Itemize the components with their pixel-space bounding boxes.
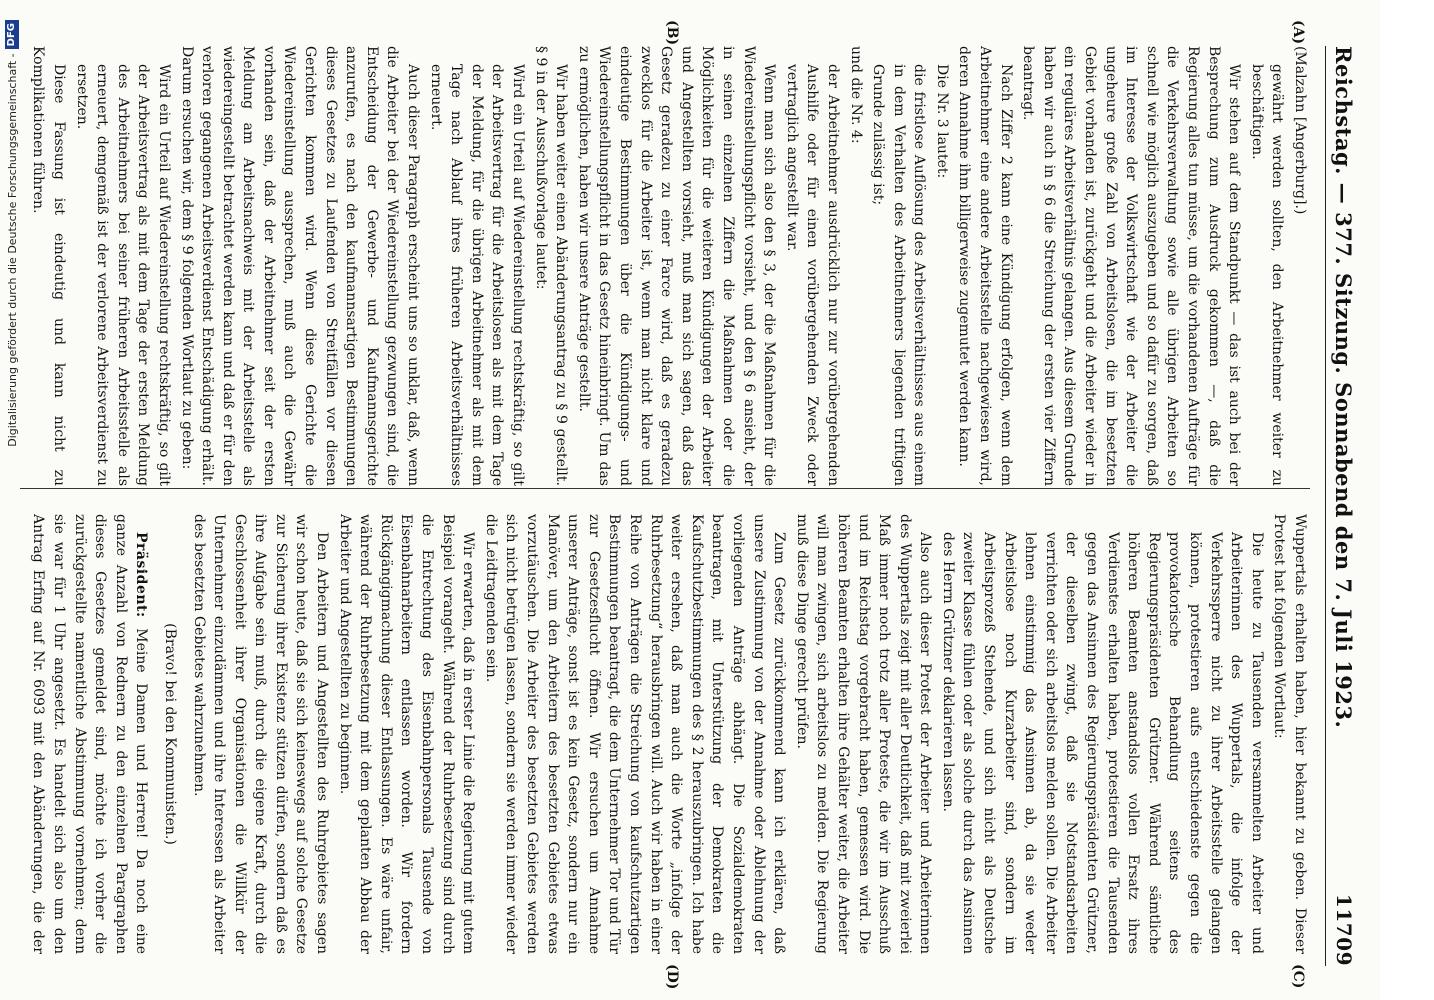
header-title: Reichstag. — 377. Sitzung. Sonnabend den 7. Juli 1923. [1331, 46, 1357, 729]
column-divider [20, 488, 1310, 489]
paragraph: Also auch dieser Protest der Arbeiter und Arbeiterinnen des Wuppertals zeigt mit aller Deutlichkeit, daß mit zweierlei Maß immer noch trotz aller Proteste, die wir im Ausschuß und im Reichstag vorgebracht haben, gemessen wird. Die höheren Beamten erhalten ihre Gehälter weiter, die Arbeiter will man zwingen, sich arbeitslos zu melden. Die Regierung muß diese Dinge gerecht prüfen. [793, 514, 934, 954]
quoted-paragraph: Wird ein Urteil auf Wiedereinstellung rechtskräftig, so gilt der Arbeitsvertrag als mit dem Tage der ersten Meldung des Arbeitnehmers bei seiner früheren Arbeitsstelle als erneuert, demgemäß ist der verlorene Arbeitsverdienst zu ersetzen. [73, 64, 172, 486]
paragraph: Wir haben weiter einen Abänderungsantrag zu § 9 gestellt. § 9 in der Ausschußvorlage lautet: [532, 46, 570, 486]
paragraph: Wir erwarten, daß in erster Linie die Regierung mit gutem Beispiel vorangeht. Während der Ruhrbesetzung sind durch die Entrechtung des Eisenbahnpersonals Tausende von Eisenbahnarbeitern entlassen worden. Wir fordern Rückgängigmachung dieser Entlassungen. Es wäre unfair, während der Ruhrbesetzung mit dem geplanten Abbau der Arbeiter und Angestellten zu beginnen. [336, 514, 477, 954]
applause-note: (Bravo! bei den Kommunisten.) [161, 623, 178, 845]
page-header [1325, 46, 1362, 966]
margin-marker-d: (D) [664, 964, 680, 990]
margin-marker-a: (A) [1290, 20, 1306, 45]
paragraph: Wenn man sich also den § 3, der die Maßnahmen für die Wiedereinstellungspflicht vorsieht, und den § 6 ansieht, der in seinen einzelnen Ziffern die Maßnahmen oder die Möglichkeiten für die weiteren Kündigungen der Arbeiter und Angestellten vorsieht, muß man sich sagen, daß das Gesetz geradezu zu einer Farce wird, daß es geradezu zwecklos für die Arbeiter ist, wenn man nicht klare und eindeutige Bestimmungen über die Kündigungs- und Wiedereinstellungspflicht in das Gesetz hineinbringt. Um das zu ermöglichen, haben wir unsere Anträge gestellt. [575, 46, 778, 486]
page-number: 11709 [1332, 893, 1356, 966]
digitization-footer [0, 0, 24, 1000]
speech-text: Meine Damen und Herren! Da noch eine ganze Anzahl von Rednern zu den einzelnen Paragraphen dieses Gesetzes gemeldet sind, möchte ich vorher die zurückgestellte namentliche Abstimmung vornehmen; denn sie war für 1 Uhr angesetzt. Es handelt sich also um den Antrag Erfing auf Nr. 6093 mit den Abänderungen, die der [30, 514, 150, 954]
dfg-logo: DFG [5, 20, 19, 49]
paragraph: Auch dieser Paragraph erscheint uns so unklar, daß, wenn die Arbeiter bei der Wiedereinstellung gezwungen sind, die Entscheidung der Gewerbe- und Kaufmannsgerichte anzurufen, es nach den kaufmannsartigen Bestimmungen dieses Gesetzes zu Laufenden von Streitfällen vor diesen Gerichten kommen wird. Wenn diese Gerichte die Wiedereinstellung aussprechen, muß auch die Gewähr vorhanden sein, daß der Arbeitnehmer seit der ersten Meldung am Arbeitsnachweis mit der Arbeitsstelle als wiedereingestellt betrachtet werden kann und daß er für den verloren gegangenen Arbeitsverdienst Entschädigung erhält. Darum ersuchen wir, dem § 9 folgenden Wortlaut zu geben: [178, 46, 422, 486]
speaker-note: (Malzahn [Angerburg].) [1292, 46, 1308, 215]
paragraph: Den Arbeitern und Angestellten des Ruhrgebietes sagen wir schon heute, daß sie sich keineswegs auf solche Gesetze zur Sicherung ihrer Existenz stützen dürfen, sondern daß es ihre Aufgabe sein muß, durch die eigene Kraft, durch die Geschlossenheit ihrer Organisationen die Willkür der Unternehmer einzudämmen und ihre Interessen als Arbeiter des besetzten Gebietes wahrzunehmen. [190, 514, 331, 954]
speaker-label: Präsident: [133, 532, 150, 618]
quoted-paragraph: Wird ein Urteil auf Wiedereinstellung rechtskräftig, so gilt der Arbeitsvertrag für die Arbeitslosen als mit dem Tage der Meldung, für die übrigen Arbeitnehmer als mit dem Tage nach Ablauf ihres früheren Arbeitsverhältnisses erneuert. [427, 64, 527, 486]
paragraph: Wir stehen auf dem Standpunkt — das ist auch bei der Besprechung zum Ausdruck gekommen —, daß die Regierung alles tun müsse, um die vorhandenen Aufträge für die Verkehrsverwaltung sowie alle übrigen Arbeiten so schnell wie möglich auszugeben und so dafür zu sorgen, daß im Interesse der Volkswirtschaft wie der Arbeiter die ungeheure große Zahl von Arbeitslosen, die im besetzten Gebiet vorhanden ist, zurückgeht und die Arbeiter wieder in ein reguläres Arbeitsverhältnis gelangen. Aus diesem Grunde haben wir auch in § 6 die Streichung der ersten vier Ziffern beantragt. [1020, 46, 1243, 486]
paragraph [30, 514, 151, 954]
paragraph: Die Nr. 3 lautet: [933, 64, 950, 179]
left-column [30, 46, 1310, 486]
paragraph: Wuppertals erhalten haben, hier bekannt zu geben. Dieser Protest hat folgenden Wortlaut: [1271, 514, 1308, 954]
margin-marker-b: (B) [664, 20, 680, 46]
margin-marker-c: (C) [1290, 964, 1306, 989]
paragraph: Diese Fassung ist eindeutig und kann nicht zu Komplikationen führen. [30, 46, 67, 486]
paragraph: gewährt werden sollten, den Arbeitnehmer weiter zu beschäftigen. [1248, 64, 1286, 486]
quoted-paragraph: der Arbeitnehmer ausdrücklich nur zur vorübergehenden Aushilfe oder für einen vorübergehenden Zweck oder vertraglich angestellt war. [783, 64, 841, 486]
right-column [30, 514, 1310, 954]
quoted-paragraph: Die heute zu Tausenden versammelten Arbeiter und Arbeiterinnen des Wuppertals, die infolge der Verkehrssperre nicht zu ihrer Arbeitsstelle gelangen können, protestieren aufs entschiedenste gegen die provokatorische Behandlung seitens des Regierungspräsidenten Grützner. Während sämtliche höheren Beamten anstandslos vollen Ersatz ihres Verdienstes erhalten haben, protestieren die Tausenden gegen das Ansinnen des Regierungspräsidenten Grützner, der dieselben zwingt, daß sie Notstandsarbeiten verrichten oder sich arbeitslos melden sollen. Die Arbeiter lehnen einstimmig das Ansinnen ab, da sie weder Arbeitslose noch Kurzarbeiter sind, sondern im Arbeitsprozeß Stehende, und sich nicht als Deutsche zweiter Klasse fühlen oder als solche durch das Ansinnen des Herrn Grützner deklarieren lassen. [939, 532, 1265, 954]
footer-text: Digitalisierung gefördert durch die Deutsche Forschungsgemeinschaft - [5, 53, 19, 447]
quoted-paragraph: die fristlose Auflösung des Arbeitsverhältnisses aus einem in dem Verhalten des Arbeitnehmers liegenden triftigen Grunde zulässig ist; [870, 64, 928, 486]
paragraph: und die Nr. 4: [847, 46, 864, 144]
paragraph: Zum Gesetz zurückkommend kann ich erklären, daß unsere Zustimmung von der Annahme oder Ablehnung der vorliegenden Anträge abhängt. Die Sozialdemokraten beantragen, mit Unterstützung der Demokraten die Kaufschutzbestimmungen des § 2 herauszubringen. Ich habe weiter ersehen, daß man auch die Worte „infolge der Ruhrbesetzung“ herausbringen will. Auch wir haben in einer Reihe von Anträgen die Streichung von kaufschutzartigen Bestimmungen beantragt, die dem Unternehmer Tor und Tür zur Gesetzesflucht öffnen. Wir ersuchen um Annahme unserer Anträge, sonst ist es kein Gesetz, sondern nur ein Manöver, um den Arbeitern des besetzten Gebietes etwas vorzutäuschen. Die Arbeiter des besetzten Gebietes werden sich nicht betrügen lassen, sondern sie werden immer wieder die Leidtragenden sein. [482, 514, 788, 954]
paragraph: Nach Ziffer 2 kann eine Kündigung erfolgen, wenn dem Arbeitnehmer eine andere Arbeitsstelle nachgewiesen wird, deren Annahme ihm billigerweise zugemutet werden kann. [956, 46, 1014, 486]
